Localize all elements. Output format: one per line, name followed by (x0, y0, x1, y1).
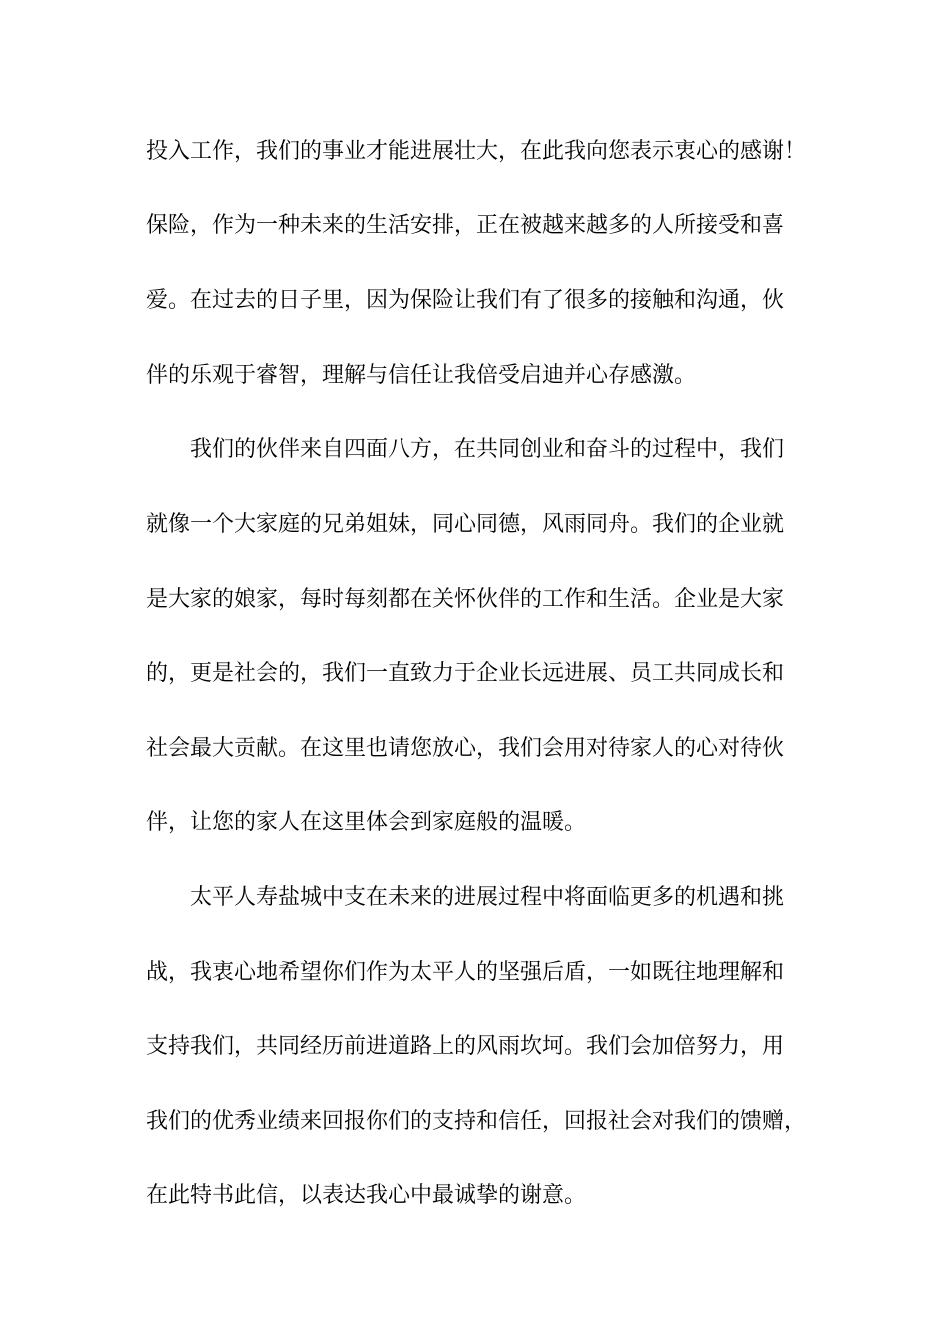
text-line: 伴的乐观于睿智，理解与信任让我倍受启迪并心存感激。 (146, 363, 697, 388)
text-line: 战，我衷心地希望你们作为太平人的坚强后盾，一如既往地理解和 (146, 960, 785, 985)
text-line: 支持我们，共同经历前进道路上的风雨坎坷。我们会加倍努力，用 (146, 1034, 785, 1059)
paragraph-first-line: 我们的伙伴来自四面八方，在共同创业和奋斗的过程中，我们 (190, 437, 785, 462)
text-line: 的，更是社会的，我们一直致力于企业长远进展、员工共同成长和 (146, 661, 785, 686)
text-line: 就像一个大家庭的兄弟姐妹，同心同德，风雨同舟。我们的企业就 (146, 512, 785, 537)
text-line: 保险，作为一种未来的生活安排，正在被越来越多的人所接受和喜 (146, 213, 785, 238)
text-line: 投入工作，我们的事业才能进展壮大，在此我向您表示衷心的感谢！ (146, 139, 807, 164)
text-line: 伴，让您的家人在这里体会到家庭般的温暖。 (146, 810, 587, 835)
text-line: 社会最大贡献。在这里也请您放心，我们会用对待家人的心对待伙 (146, 736, 785, 761)
text-line: 在此特书此信，以表达我心中最诚挚的谢意。 (146, 1183, 587, 1208)
text-line: 是大家的娘家，每时每刻都在关怀伙伴的工作和生活。企业是大家 (146, 587, 785, 612)
text-line: 爱。在过去的日子里，因为保险让我们有了很多的接触和沟通，伙 (146, 288, 785, 313)
text-line: 我们的优秀业绩来回报你们的支持和信任，回报社会对我们的馈赠， (146, 1109, 807, 1134)
paragraph-first-line: 太平人寿盐城中支在未来的进展过程中将面临更多的机遇和挑 (190, 885, 785, 910)
